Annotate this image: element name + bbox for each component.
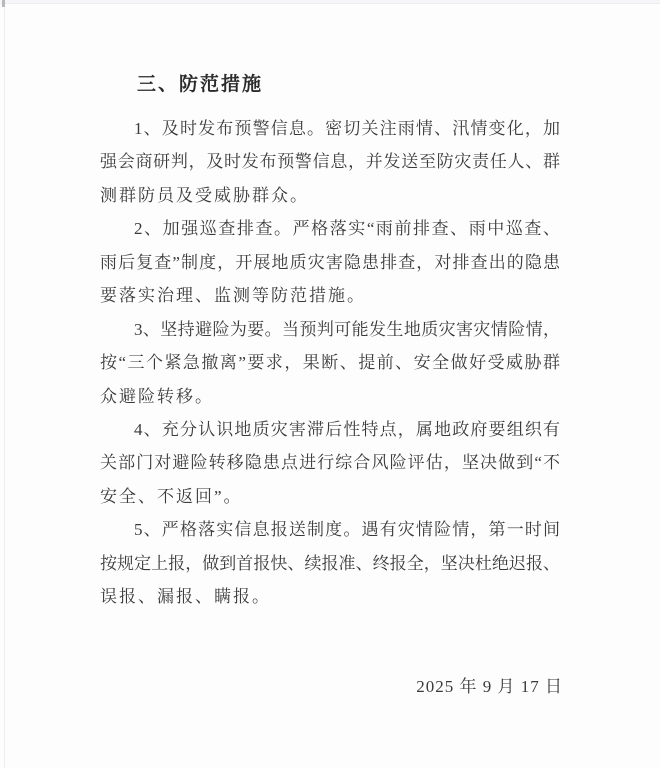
scan-artifact-corner-mark — [2, 0, 5, 7]
paragraph-3-line-3: 众避险转移。 — [100, 386, 214, 406]
paragraph-2-line-3: 要落实治理、监测等防范措施。 — [100, 286, 366, 306]
paragraph-3-line-1: 3、坚持避险为要。当预判可能发生地质灾害灾情险情， — [134, 319, 560, 339]
paragraph-5-line-1: 5、严格落实信息报送制度。遇有灾情险情，第一时间 — [134, 520, 560, 540]
paragraph-4-line-2: 关部门对避险转移隐患点进行综合风险评估，坚决做到“不 — [100, 453, 560, 473]
scan-artifact-left-line — [4, 0, 5, 768]
paragraph-4-line-3: 安全、不返回”。 — [100, 486, 243, 506]
paragraph-3-line-2: 按“三个紧急撤离”要求，果断、提前、安全做好受威胁群 — [100, 353, 560, 373]
document-body — [100, 112, 560, 614]
scan-artifact-top-line — [0, 3, 660, 4]
paragraph-1-line-3: 测群防员及受威胁群众。 — [100, 185, 309, 205]
section-heading: 三、防范措施 — [137, 74, 264, 95]
paragraph-5-line-3: 误报、漏报、瞒报。 — [100, 587, 271, 607]
paragraph-1-line-2: 强会商研判，及时发布预警信息，并发送至防灾责任人、群 — [100, 152, 560, 172]
paragraph-4-line-1: 4、充分认识地质灾害滞后性特点，属地政府要组织有 — [134, 419, 560, 439]
paragraph-5-line-2: 按规定上报，做到首报快、续报准、终报全，坚决杜绝迟报、 — [100, 553, 560, 573]
paragraph-2-line-2: 雨后复查”制度，开展地质灾害隐患排查，对排查出的隐患 — [100, 252, 560, 272]
document-date: 2025 年 9 月 17 日 — [416, 677, 563, 696]
paragraph-1-line-1: 1、及时发布预警信息。密切关注雨情、汛情变化，加 — [134, 119, 560, 138]
paragraph-2-line-1: 2、加强巡查排查。严格落实“雨前排查、雨中巡查、 — [134, 219, 560, 239]
